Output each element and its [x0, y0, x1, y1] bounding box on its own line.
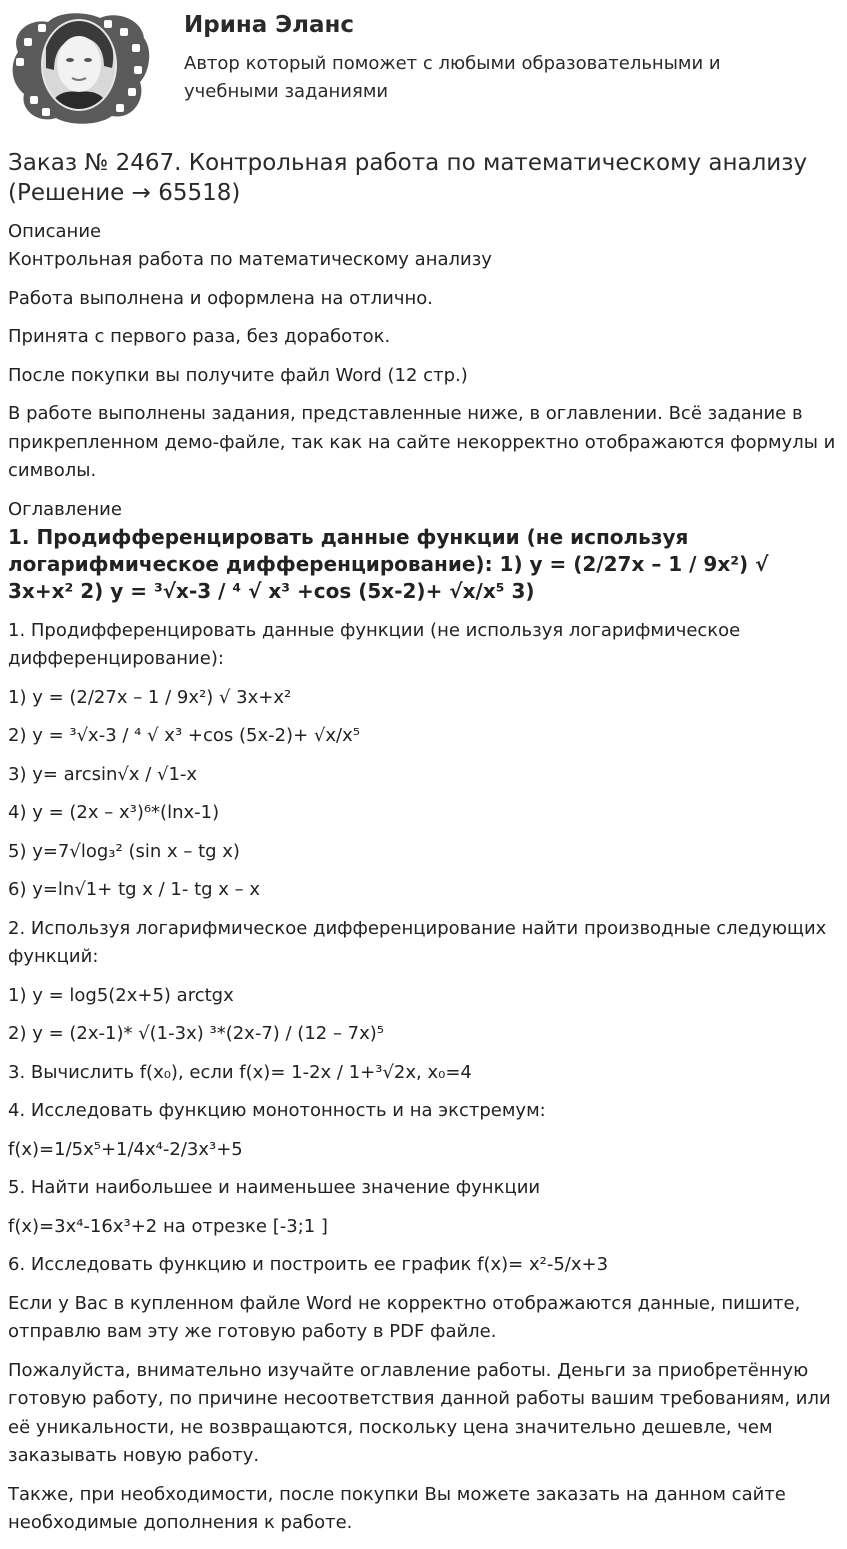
toc-line: 2) y = (2x-1)* √(1-3x) ³*(2x-7) / (12 – 7x)⁵ — [8, 1023, 385, 1044]
toc-line: 3) y= arcsin√x / √1-x — [8, 763, 198, 785]
toc-line: Также, при необходимости, после покупки Вы можете заказать на данном сайте необходимые дополнения к работе. — [8, 1483, 786, 1533]
toc-line: 1) y = log5(2x+5) arctgx — [8, 984, 234, 1006]
toc-heading: 1. Продифференцировать данные функции (не используя логарифмическое дифференцирование): 1) y = (2/27x – 1 / 9x²) √ 3x+x² 2) y = ³√x-3 / ⁴ √ x³ +cos (5x-2)+ √x/x⁵ 3) — [8, 524, 769, 603]
toc-line: 2) y = ³√x-3 / ⁴ √ x³ +cos (5x-2)+ √x/x⁵ — [8, 725, 360, 746]
order-title: Заказ № 2467. Контрольная работа по математическому анализу (Решение → 65518) — [8, 150, 808, 206]
description-paragraph: После покупки вы получите файл Word (12 стр.) — [8, 364, 468, 386]
toc-line: f(x)=3x⁴-16x³+2 на отрезке [-3;1 ] — [8, 1215, 328, 1237]
author-name[interactable]: Ирина Эланс — [184, 12, 355, 38]
toc-line: 6. Исследовать функцию и построить ее график f(x)= x²-5/x+3 — [8, 1254, 609, 1275]
description-paragraph: Работа выполнена и оформлена на отлично. — [8, 287, 434, 309]
toc-line: 2. Используя логарифмическое дифференцирование найти производные следующих функций: — [8, 917, 827, 967]
toc-line: 5. Найти наибольшее и наименьшее значение функции — [8, 1177, 541, 1198]
author-description: Автор который поможет с любыми образовательными и учебными заданиями — [184, 53, 721, 102]
toc-line: 1) y = (2/27x – 1 / 9x²) √ 3x+x² — [8, 686, 292, 708]
description-paragraph: Принята с первого раза, без доработок. — [8, 326, 391, 347]
order-content — [8, 148, 838, 1538]
description-paragraph: В работе выполнены задания, представленные ниже, в оглавлении. Всё задание в прикрепленном демо-файле, так как на сайте некорректно отображаются формулы и символы. — [8, 403, 836, 481]
toc-label: Оглавление — [8, 498, 122, 520]
toc-line: Если у Вас в купленном файле Word не корректно отображаются данные, пишите, отправлю вам эту же готовую работу в PDF файле. — [8, 1292, 801, 1342]
toc-line: 6) y=ln√1+ tg x / 1- tg x – x — [8, 879, 261, 900]
toc-line: 3. Вычислить f(x₀), если f(x)= 1-2x / 1+³√2x, x₀=4 — [8, 1061, 472, 1083]
author-card — [0, 0, 847, 135]
toc-line: 4) y = (2x – x³)⁶*(lnx-1) — [8, 802, 220, 823]
description-paragraph: Контрольная работа по математическому анализу — [8, 249, 492, 270]
toc-line: 4. Исследовать функцию монотонность и на экстремум: — [8, 1100, 546, 1121]
toc-line: 1. Продифференцировать данные функции (не используя логарифмическое дифференцирование): — [8, 619, 741, 669]
description-label: Описание — [8, 221, 102, 242]
toc-line: 5) y=7√log₃² (sin x – tg x) — [8, 840, 240, 862]
author-avatar[interactable] — [8, 8, 150, 126]
toc-line: Пожалуйста, внимательно изучайте оглавление работы. Деньги за приобретённую готовую работу, по причине несоответствия данной работы вашим требованиям, или её уникальности, не возвращаются, поскольку цена значительно дешевле, чем заказывать новую работу. — [8, 1359, 831, 1466]
toc-line: f(x)=1/5x⁵+1/4x⁴-2/3x³+5 — [8, 1138, 243, 1160]
